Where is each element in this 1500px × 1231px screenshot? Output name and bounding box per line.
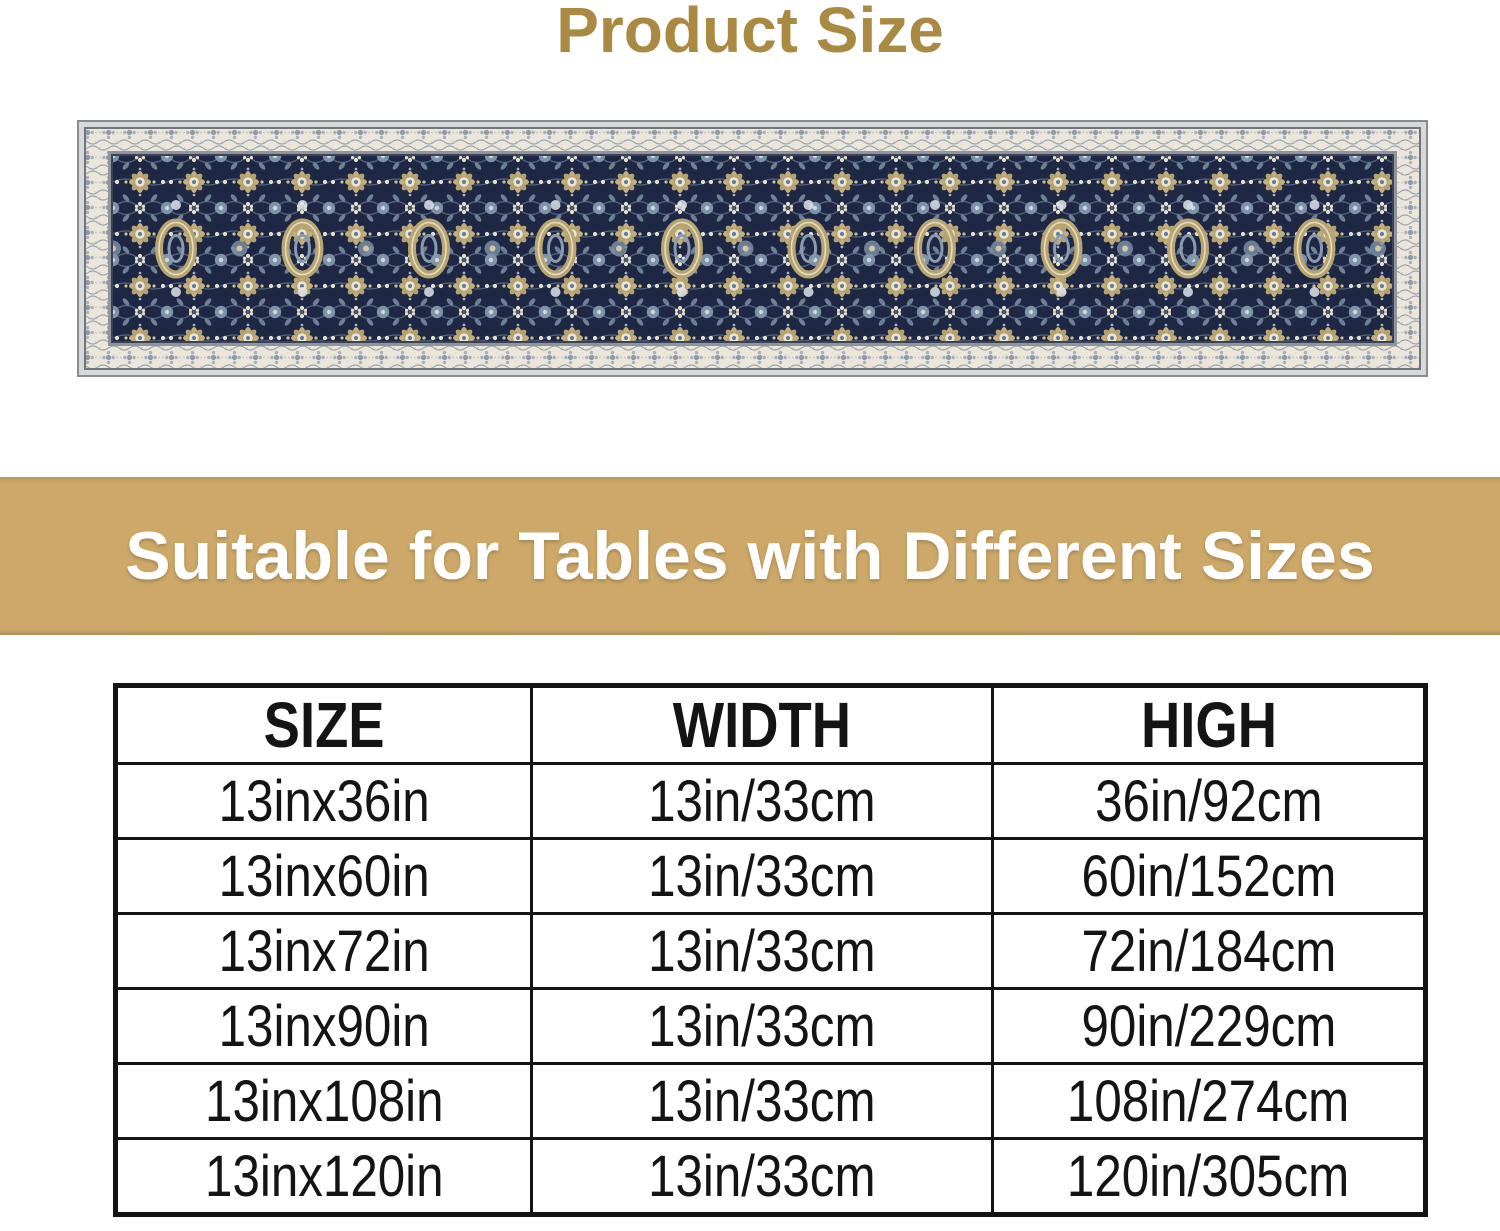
width-cell: 13in/33cm bbox=[532, 914, 993, 989]
high-cell: 60in/152cm bbox=[993, 839, 1426, 914]
table-row bbox=[116, 1064, 1426, 1139]
header-width: WIDTH bbox=[532, 686, 993, 764]
product-image bbox=[77, 120, 1428, 377]
width-cell: 13in/33cm bbox=[532, 1139, 993, 1215]
table-row bbox=[116, 914, 1426, 989]
size-table-header-row bbox=[116, 686, 1426, 764]
width-cell: 13in/33cm bbox=[532, 989, 993, 1064]
banner bbox=[0, 477, 1500, 635]
high-cell: 72in/184cm bbox=[993, 914, 1426, 989]
banner-text: Suitable for Tables with Different Sizes bbox=[125, 518, 1375, 594]
header-high: HIGH bbox=[993, 686, 1426, 764]
high-cell: 120in/305cm bbox=[993, 1139, 1426, 1215]
size-cell: 13inx60in bbox=[116, 839, 532, 914]
table-row bbox=[116, 839, 1426, 914]
size-cell: 13inx120in bbox=[116, 1139, 532, 1215]
table-row bbox=[116, 764, 1426, 839]
size-cell: 13inx36in bbox=[116, 764, 532, 839]
table-row bbox=[116, 1139, 1426, 1215]
size-cell: 13inx90in bbox=[116, 989, 532, 1064]
table-runner-graphic bbox=[77, 120, 1428, 377]
high-cell: 90in/229cm bbox=[993, 989, 1426, 1064]
header-size: SIZE bbox=[116, 686, 532, 764]
width-cell: 13in/33cm bbox=[532, 764, 993, 839]
page-title: Product Size bbox=[556, 0, 944, 66]
size-cell: 13inx72in bbox=[116, 914, 532, 989]
high-cell: 36in/92cm bbox=[993, 764, 1426, 839]
width-cell: 13in/33cm bbox=[532, 839, 993, 914]
high-cell: 108in/274cm bbox=[993, 1064, 1426, 1139]
size-cell: 13inx108in bbox=[116, 1064, 532, 1139]
width-cell: 13in/33cm bbox=[532, 1064, 993, 1139]
size-table bbox=[113, 683, 1428, 1217]
table-row bbox=[116, 989, 1426, 1064]
